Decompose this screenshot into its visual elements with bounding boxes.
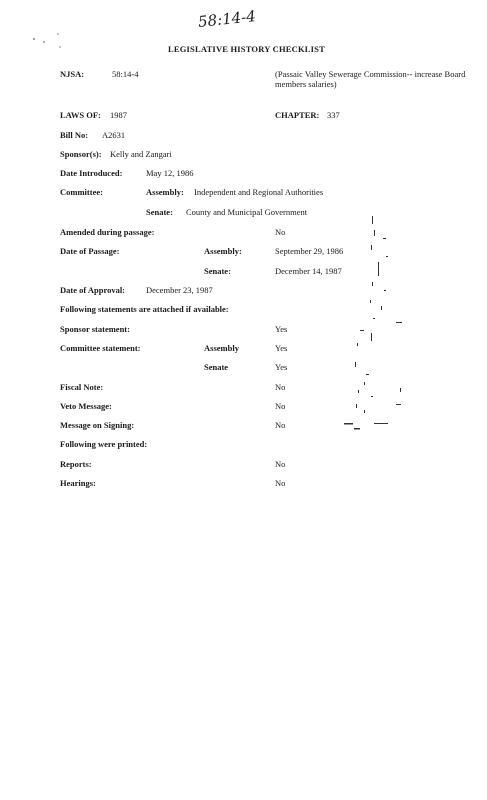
passage-senate-value: December 14, 1987	[275, 266, 342, 276]
bill-no-label: Bill No:	[60, 130, 89, 140]
sponsors-label: Sponsor(s):	[60, 149, 102, 159]
sponsor-statement-label: Sponsor statement:	[60, 324, 130, 334]
veto-message-value: No	[275, 401, 286, 411]
fiscal-note-value: No	[275, 382, 286, 392]
date-of-approval-label: Date of Approval:	[60, 285, 126, 295]
chapter-value: 337	[327, 110, 340, 120]
reports-value: No	[275, 459, 286, 469]
njsa-label: NJSA:	[60, 69, 85, 79]
passage-assembly-label: Assembly:	[204, 246, 242, 256]
committee-assembly-label: Assembly:	[146, 187, 184, 197]
message-on-signing-value: No	[275, 420, 286, 430]
hearings-value: No	[275, 478, 286, 488]
committee-statement-assembly-value: Yes	[275, 343, 288, 353]
laws-of-label: LAWS OF:	[60, 110, 101, 120]
message-on-signing-label: Message on Signing:	[60, 420, 135, 430]
bill-description: (Passaic Valley Sewerage Commission-- increase Board members salaries)	[275, 69, 466, 89]
committee-statement-senate-value: Yes	[275, 362, 288, 372]
passage-senate-label: Senate:	[204, 266, 231, 276]
bill-no-value: A2631	[102, 130, 126, 140]
committee-statement-assembly-label: Assembly	[204, 343, 239, 353]
sponsor-statement-value: Yes	[275, 324, 288, 334]
handwritten-citation: 58:14-4	[197, 7, 257, 31]
committee-statement-label: Committee statement:	[60, 343, 141, 353]
laws-of-value: 1987	[110, 110, 127, 120]
amended-label: Amended during passage:	[60, 227, 155, 237]
following-attached-heading: Following statements are attached if available:	[60, 304, 229, 314]
committee-senate-value: County and Municipal Government	[186, 207, 308, 217]
date-of-approval-value: December 23, 1987	[146, 285, 213, 295]
page-title: LEGISLATIVE HISTORY CHECKLIST	[168, 44, 325, 54]
following-printed-heading: Following were printed:	[60, 439, 148, 449]
chapter-label: CHAPTER:	[275, 110, 320, 120]
hearings-label: Hearings:	[60, 478, 96, 488]
date-of-passage-label: Date of Passage:	[60, 246, 120, 256]
amended-value: No	[275, 227, 286, 237]
committee-senate-label: Senate:	[146, 207, 173, 217]
sponsors-value: Kelly and Zangari	[110, 149, 172, 159]
date-introduced-value: May 12, 1986	[146, 168, 194, 178]
committee-statement-senate-label: Senate	[204, 362, 229, 372]
passage-assembly-value: September 29, 1986	[275, 246, 344, 256]
date-introduced-label: Date Introduced:	[60, 168, 123, 178]
fiscal-note-label: Fiscal Note:	[60, 382, 104, 392]
committee-assembly-value: Independent and Regional Authorities	[194, 187, 324, 197]
veto-message-label: Veto Message:	[60, 401, 112, 411]
committee-label: Committee:	[60, 187, 103, 197]
reports-label: Reports:	[60, 459, 92, 469]
njsa-value: 58:14-4	[112, 69, 139, 79]
